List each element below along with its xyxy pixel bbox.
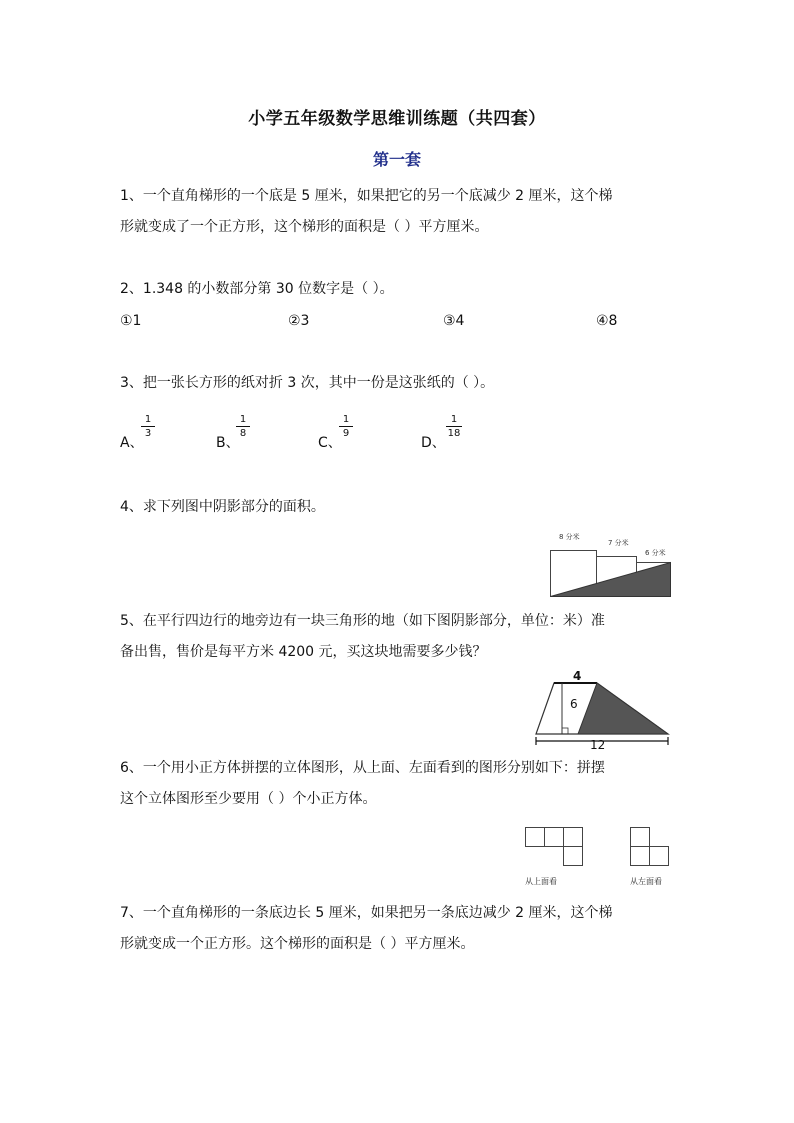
- question-3-option-a-label: A、: [120, 435, 144, 451]
- question-5-line-1: 5、在平行四边行的地旁边有一块三角形的地（如下图阴影部分，单位：米）准: [120, 613, 605, 629]
- shaded-triangle: [578, 683, 668, 734]
- top-view-label: 从上面看: [525, 877, 557, 886]
- question-3-option-c-label: C、: [318, 435, 342, 451]
- fraction-denominator: 8: [239, 428, 247, 439]
- label-4: 4: [573, 669, 582, 683]
- fraction-numerator: 1: [450, 414, 458, 425]
- question-3-option-d-fraction: [444, 414, 464, 439]
- question-2-option-1: ①1: [120, 313, 142, 329]
- question-3-option-d-label: D、: [421, 435, 446, 451]
- fraction-bar: [141, 426, 155, 427]
- left-view-label: 从左面看: [630, 877, 662, 886]
- fraction-numerator: 1: [144, 414, 152, 425]
- fraction-numerator: 1: [239, 414, 247, 425]
- label-6: 6 分米: [645, 549, 666, 557]
- question-2-option-2: ②3: [288, 313, 310, 329]
- question-2-option-3: ③4: [443, 313, 465, 329]
- question-4-line-1: 4、求下列图中阴影部分的面积。: [120, 499, 325, 515]
- fraction-bar: [236, 426, 250, 427]
- question-6-figure: [520, 822, 680, 890]
- fraction-denominator: 3: [144, 428, 152, 439]
- label-6: 6: [570, 697, 578, 711]
- left-view: [631, 828, 669, 866]
- question-1-line-1: 1、一个直角梯形的一个底是 5 厘米，如果把它的另一个底减少 2 厘米，这个梯: [120, 188, 613, 204]
- question-2-line-1: 2、1.348 的小数部分第 30 位数字是（ ）。: [120, 281, 394, 297]
- question-4-figure: [546, 528, 674, 600]
- fraction-bar: [339, 426, 353, 427]
- question-1-line-2: 形就变成了一个正方形，这个梯形的面积是（ ）平方厘米。: [120, 219, 489, 235]
- question-3-option-a-fraction: [139, 414, 157, 439]
- label-12: 12: [590, 738, 606, 752]
- question-6-line-2: 这个立体图形至少要用（ ）个小正方体。: [120, 791, 377, 807]
- question-2-option-4: ④8: [596, 313, 618, 329]
- section-title: 第一套: [372, 150, 421, 169]
- label-8: 8 分米: [559, 533, 580, 541]
- page-title: 小学五年级数学思维训练题（共四套）: [248, 109, 546, 129]
- question-7-line-2: 形就变成一个正方形。这个梯形的面积是（ ）平方厘米。: [120, 936, 475, 952]
- fraction-numerator: 1: [342, 414, 350, 425]
- fraction-denominator: 18: [447, 428, 461, 439]
- fraction-denominator: 9: [342, 428, 350, 439]
- question-3-option-b-fraction: [234, 414, 252, 439]
- question-3-line-1: 3、把一张长方形的纸对折 3 次，其中一份是这张纸的（ ）。: [120, 375, 495, 391]
- top-view: [526, 828, 583, 866]
- question-5-line-2: 备出售，售价是每平方米 4200 元，买这块地需要多少钱？: [120, 644, 487, 660]
- question-7-line-1: 7、一个直角梯形的一条底边长 5 厘米，如果把另一条底边减少 2 厘米，这个梯: [120, 905, 613, 921]
- question-3-option-b-label: B、: [216, 435, 240, 451]
- question-6-line-1: 6、一个用小正方体拼摆的立体图形，从上面、左面看到的图形分别如下：拼摆: [120, 760, 605, 776]
- right-angle-mark: [562, 728, 568, 734]
- fraction-bar: [446, 426, 462, 427]
- question-5-figure: [532, 668, 672, 752]
- shaded-triangle: [551, 563, 671, 597]
- question-3-option-c-fraction: [337, 414, 355, 439]
- label-7: 7 分米: [608, 539, 629, 547]
